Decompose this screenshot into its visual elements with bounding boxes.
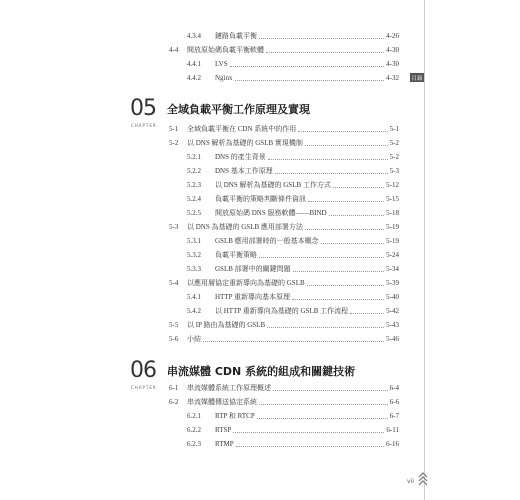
toc-entry <box>169 278 399 288</box>
toc-entry-page: 5-42 <box>386 307 399 315</box>
toc-entry-page: 4-30 <box>386 46 399 54</box>
toc-entry <box>169 138 399 148</box>
toc-entry-page: 5-40 <box>386 293 399 301</box>
toc-entry <box>187 31 399 41</box>
dot-leader <box>275 173 388 174</box>
toc-entry-title: 串流媒體系統工作原理概述 <box>187 384 271 392</box>
dot-leader <box>321 243 385 244</box>
toc-entry-number: 6.2.3 <box>187 440 201 448</box>
toc-entry-title: 以 HTTP 重新導向為基礎的 GSLB 工作流程 <box>215 307 349 315</box>
toc-entry-page: 5-15 <box>386 195 399 203</box>
toc-entry-number: 5.3.3 <box>187 265 201 273</box>
toc-entry-number: 4-4 <box>169 46 179 54</box>
dot-leader <box>329 215 385 216</box>
toc-entry-page: 5-19 <box>386 223 399 231</box>
dot-leader <box>305 229 384 230</box>
dot-leader <box>308 201 384 202</box>
toc-entry-number: 5-2 <box>169 139 179 147</box>
toc-entry-number: 5-5 <box>169 321 179 329</box>
toc-entry-title: 鏈路負載平衡 <box>215 32 257 40</box>
toc-entry <box>187 166 399 176</box>
toc-entry <box>169 397 399 407</box>
toc-entry <box>169 124 399 134</box>
toc-entry-title: 以 IP 路由為基礎的 GSLB <box>187 321 266 329</box>
toc-entry-number: 5-6 <box>169 335 179 343</box>
toc-entry-number: 5-1 <box>169 125 179 133</box>
toc-entry-title: RTP 和 RTCP <box>215 412 255 420</box>
toc-entry-page: 6-7 <box>389 412 399 420</box>
toc-entry-title: Nginx <box>215 74 233 82</box>
dot-leader <box>259 404 388 405</box>
dot-leader <box>259 257 384 258</box>
dot-leader <box>273 390 388 391</box>
dot-leader <box>266 52 384 53</box>
toc-entry-number: 5-4 <box>169 279 179 287</box>
toc-entry <box>187 250 399 260</box>
toc-entry-page: 5-19 <box>386 237 399 245</box>
dot-leader <box>230 66 385 67</box>
toc-entry-page: 5-24 <box>386 251 399 259</box>
toc-entry-title: DNS 的產生背景 <box>215 153 266 161</box>
toc-entry-title: 以應用層協定重新導向為基礎的 GSLB <box>187 279 305 287</box>
toc-entry-page: 5-2 <box>389 139 399 147</box>
toc-entry-number: 5.2.2 <box>187 167 201 175</box>
toc-entry-page: 5-1 <box>389 125 399 133</box>
toc-entry-title: 全域負載平衡在 CDN 系統中的作用 <box>187 125 297 133</box>
toc-entry-number: 5.4.2 <box>187 307 201 315</box>
toc-entry <box>187 73 399 83</box>
toc-entry-page: 4-30 <box>386 60 399 68</box>
page-folio: vii <box>407 478 414 485</box>
toc-entry <box>187 306 399 316</box>
toc-entry <box>169 222 399 232</box>
dot-leader <box>203 341 384 342</box>
chapter-number: 05 <box>130 96 156 121</box>
toc-entry <box>187 439 399 449</box>
toc-entry-title: 以 DNS 為基礎的 GSLB 應用部署方法 <box>187 223 303 231</box>
toc-entry-page: 5-12 <box>386 181 399 189</box>
toc-entry <box>169 45 399 55</box>
chapter-title: 串流媒體 CDN 系統的組成和關鍵技術 <box>167 365 356 378</box>
toc-entry-page: 5-2 <box>389 153 399 161</box>
toc-entry-number: 5.3.1 <box>187 237 201 245</box>
toc-entry <box>169 383 399 393</box>
toc-entry-number: 5.2.1 <box>187 153 201 161</box>
margin-rule <box>424 0 425 500</box>
toc-entry <box>187 236 399 246</box>
toc-entry-title: 串流媒體傳送協定系統 <box>187 398 257 406</box>
toc-entry-number: 6.2.1 <box>187 412 201 420</box>
toc-entry <box>187 411 399 421</box>
toc-entry <box>187 180 399 190</box>
toc-entry <box>169 334 399 344</box>
dot-leader <box>236 446 385 447</box>
toc-entry-page: 6-16 <box>386 440 399 448</box>
dot-leader <box>307 285 385 286</box>
toc-entry-number: 5.2.3 <box>187 181 201 189</box>
toc-entry-title: RTMP <box>215 440 234 448</box>
dot-leader <box>268 159 388 160</box>
toc-entry <box>187 59 399 69</box>
toc-entry-page: 6-6 <box>389 398 399 406</box>
toc-entry-number: 4.4.2 <box>187 74 201 82</box>
dot-leader <box>267 327 384 328</box>
toc-entry-number: 6-2 <box>169 398 179 406</box>
dot-leader <box>350 313 384 314</box>
toc-entry-title: GSLB 部署中的關鍵問題 <box>215 265 291 273</box>
toc-entry-number: 5-3 <box>169 223 179 231</box>
dot-leader <box>235 80 385 81</box>
toc-entry-title: HTTP 重新導向基本原理 <box>215 293 290 301</box>
dot-leader <box>257 418 388 419</box>
toc-entry <box>187 208 399 218</box>
toc-entry-title: 開放原始碼負載平衡軟體 <box>187 46 264 54</box>
toc-entry-number: 5.3.2 <box>187 251 201 259</box>
dot-leader <box>305 145 388 146</box>
toc-entry <box>187 425 399 435</box>
toc-entry <box>187 292 399 302</box>
toc-entry-title: RTSP <box>215 426 232 434</box>
dot-leader <box>233 432 384 433</box>
dot-leader <box>333 187 384 188</box>
toc-entry-page: 6-11 <box>386 426 399 434</box>
dot-leader <box>298 131 387 132</box>
toc-entry-page: 4-32 <box>386 74 399 82</box>
toc-entry-number: 6-1 <box>169 384 179 392</box>
toc-entry-title: 以 DNS 解析為基礎的 GSLB 實現機制 <box>187 139 303 147</box>
toc-entry <box>187 264 399 274</box>
toc-side-tab: 目錄 <box>410 73 424 82</box>
toc-entry-page: 5-43 <box>386 321 399 329</box>
chapter-number: 06 <box>130 358 156 383</box>
chevron-up-icon <box>416 470 430 488</box>
toc-entry-number: 5.2.5 <box>187 209 201 217</box>
chapter-label: CHAPTER <box>131 123 157 128</box>
chapter-label: CHAPTER <box>131 385 157 390</box>
toc-entry <box>169 320 399 330</box>
toc-entry <box>187 194 399 204</box>
dot-leader <box>293 271 385 272</box>
toc-entry-page: 6-4 <box>389 384 399 392</box>
toc-entry-title: 開放原始碼 DNS 服務軟體——BIND <box>215 209 327 217</box>
toc-entry-title: 負載平衡策略 <box>215 251 257 259</box>
toc-entry-page: 4-26 <box>386 32 399 40</box>
dot-leader <box>259 38 384 39</box>
toc-entry <box>187 152 399 162</box>
dot-leader <box>292 299 384 300</box>
toc-entry-title: 以 DNS 解析為基礎的 GSLB 工作方式 <box>215 181 331 189</box>
toc-entry-number: 4.4.1 <box>187 60 201 68</box>
toc-entry-title: LVS <box>215 60 228 68</box>
toc-entry-page: 5-3 <box>389 167 399 175</box>
toc-entry-page: 5-18 <box>386 209 399 217</box>
toc-entry-page: 5-34 <box>386 265 399 273</box>
chapter-title: 全域負載平衡工作原理及實現 <box>167 103 310 116</box>
toc-entry-page: 5-46 <box>386 335 399 343</box>
toc-entry-title: 小結 <box>187 335 201 343</box>
toc-entry-number: 5.2.4 <box>187 195 201 203</box>
toc-entry-number: 4.3.4 <box>187 32 201 40</box>
toc-entry-number: 6.2.2 <box>187 426 201 434</box>
toc-entry-title: GSLB 應用部署時的一般基本概念 <box>215 237 319 245</box>
toc-entry-title: 負載平衡的策略判斷條件資訊 <box>215 195 306 203</box>
toc-entry-page: 5-39 <box>386 279 399 287</box>
toc-entry-number: 5.4.1 <box>187 293 201 301</box>
toc-entry-title: DNS 基本工作原理 <box>215 167 273 175</box>
